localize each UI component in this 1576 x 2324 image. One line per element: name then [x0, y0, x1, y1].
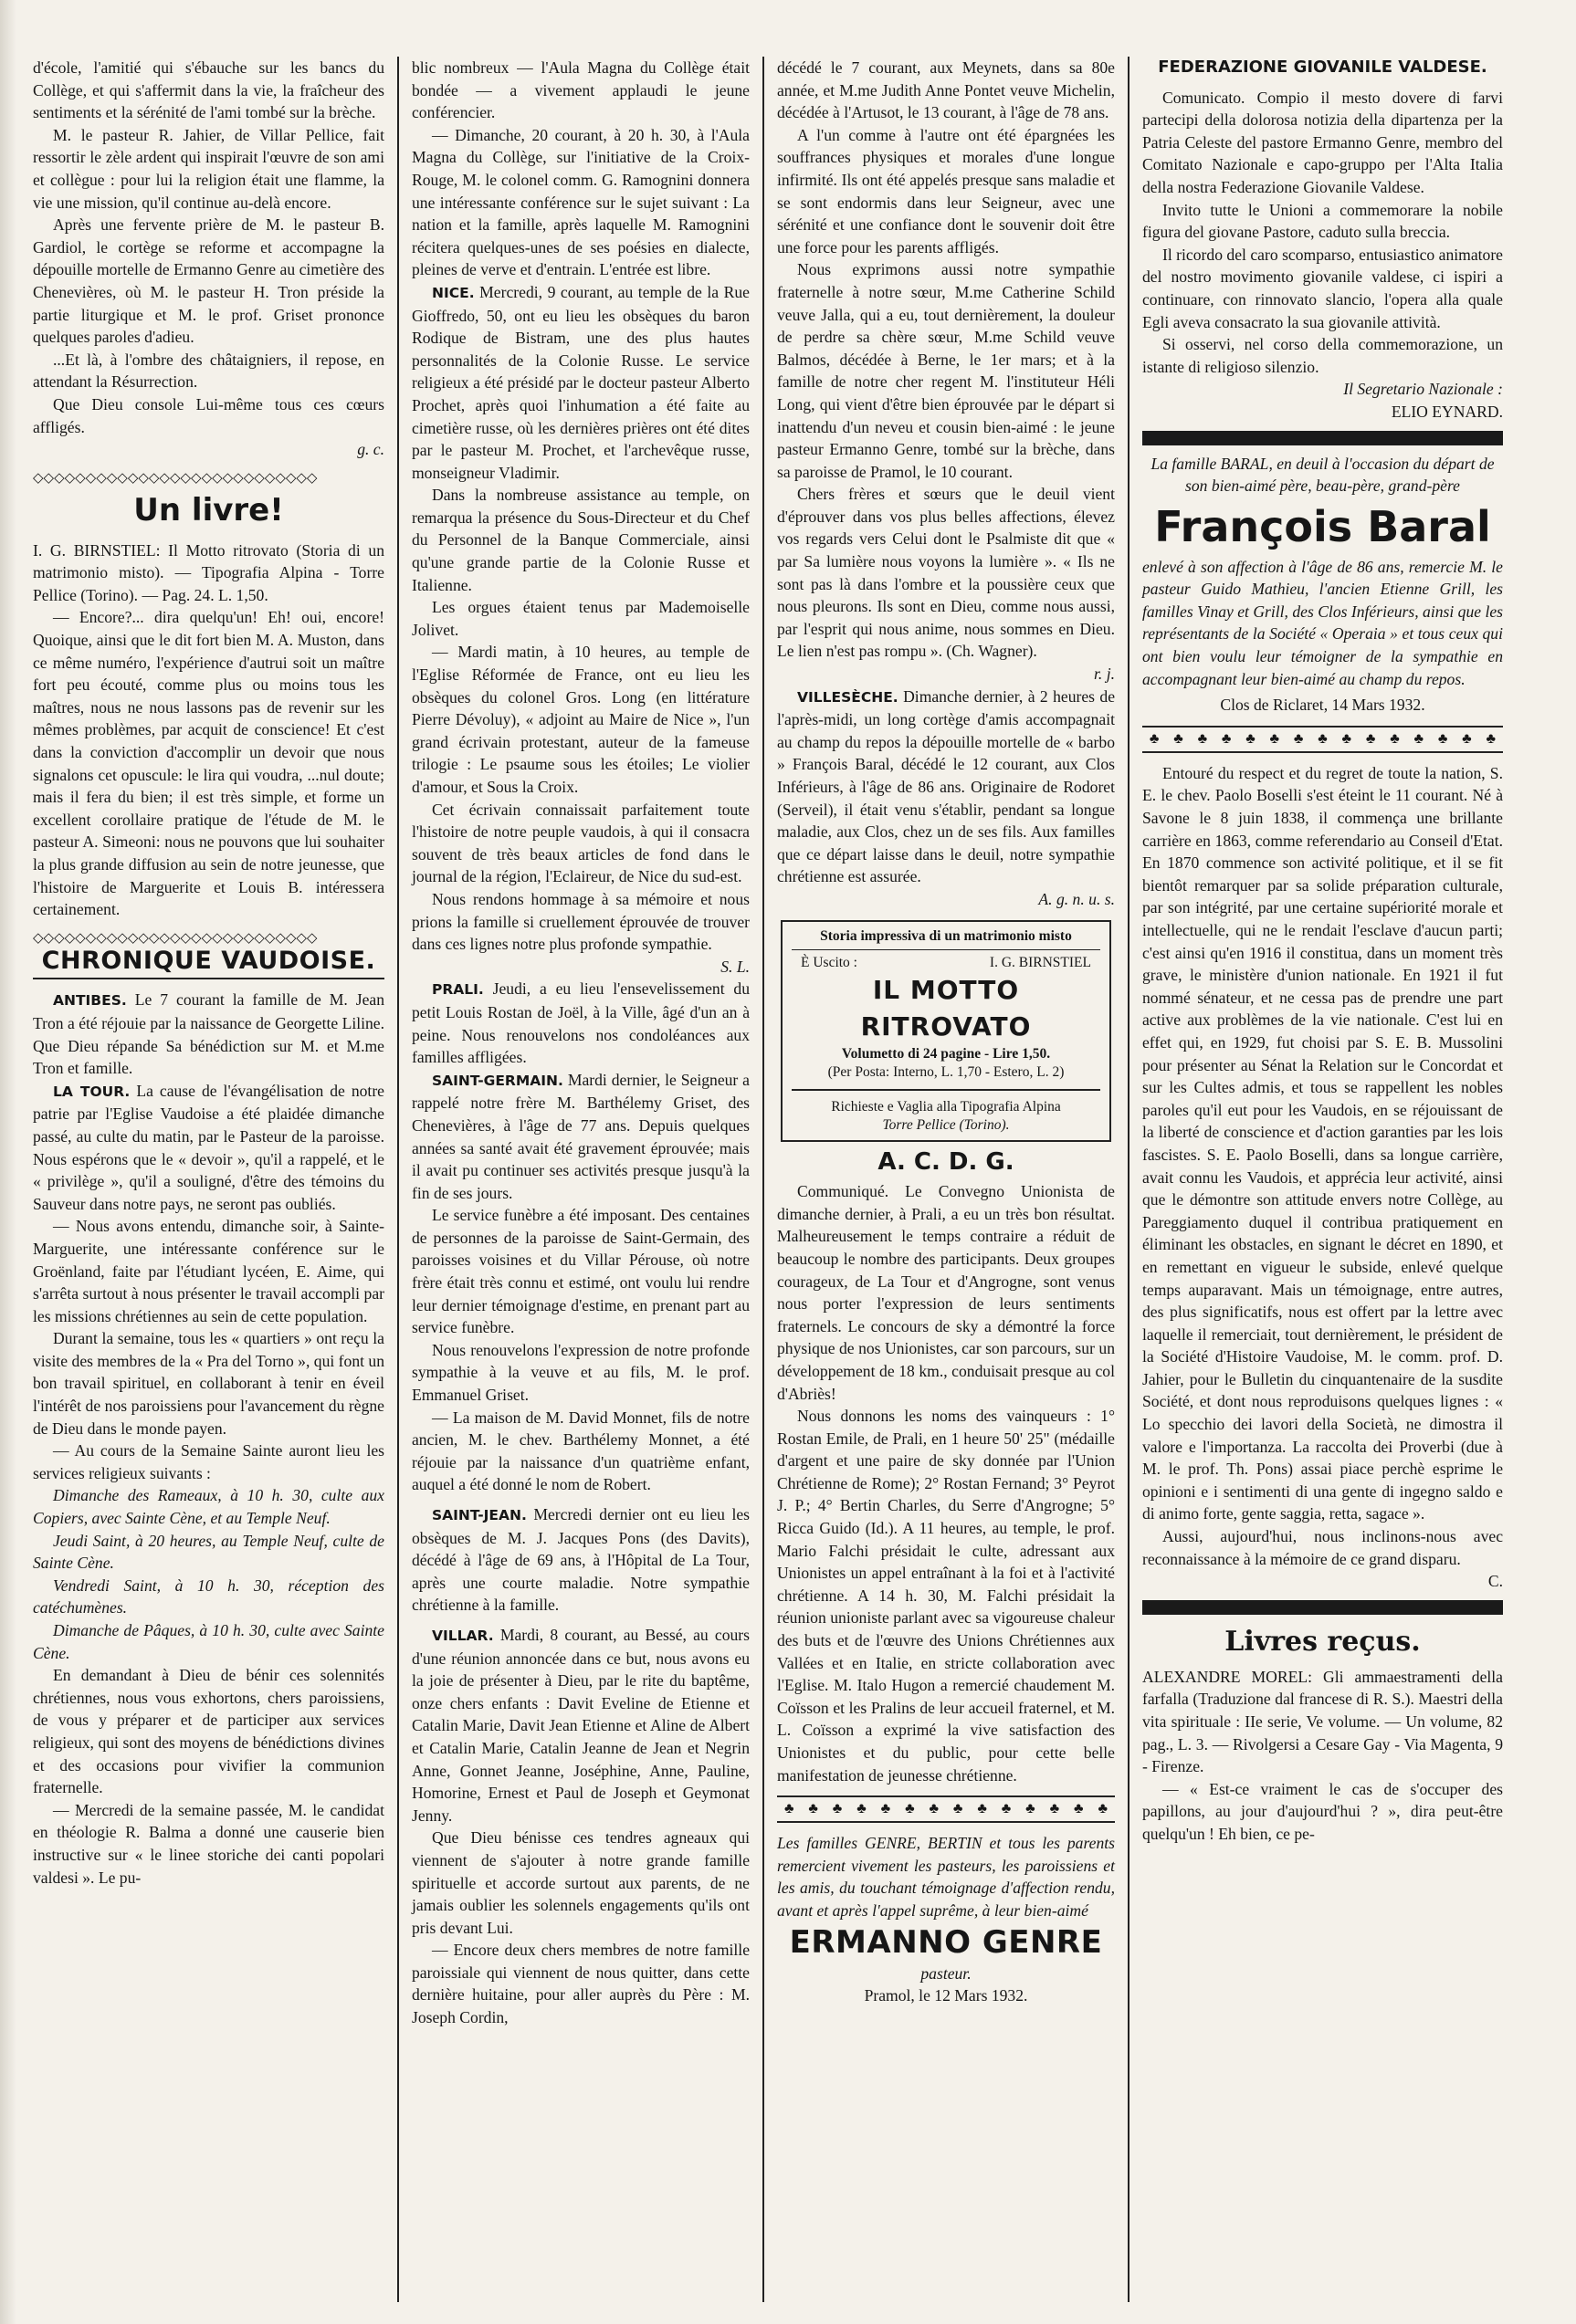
ad-row [792, 954, 1100, 972]
notice-name: ERMANNO GENRE [789, 1923, 1103, 1961]
place-name: SAINT-GERMAIN. [432, 1072, 563, 1089]
news-item-nice: NICE. Mercredi, 9 courant, au temple de la Rue Gioffredo, 50, ont eu lieu les obsèques du baron Rodique de Bistram, une des plus hautes personnalités de la Colonie Russe. Le service religieux a été présidé par le docteur pasteur Alberto Prochet, après quoi l'inhumation a été faite au cimetière russe, où les dernières prières ont été dites par le pasteur M. Prochet, et l'archevêque russe, monseigneur Vladimir. [412, 282, 750, 482]
ad-line: Richieste e Vaglia alla Tipografia Alpina [831, 1098, 1061, 1115]
ad-line: Volumetto di 24 pagine - Lire 1,50. [841, 1045, 1051, 1062]
place-name: ANTIBES. [53, 992, 127, 1010]
paragraph: Après une fervente prière de M. le pasteur B. Gardiol, le cortège se reforme et accompagne la dépouille mortelle de Ermanno Genre au cimetière des Chenevières, où M. le pasteur H. Tron préside la partie liturgique et M. le prof. Griset prononce quelques paroles d'adieu. [33, 215, 384, 347]
paragraph: — La maison de M. David Monnet, fils de notre ancien, M. le chev. Barthélemy Monnet, a été réjouie par la naissance d'un quatrième enfant, auquel a été donné le nom de Robert. [412, 1408, 750, 1494]
place-name: VILLESÈCHE. [797, 688, 898, 706]
paragraph: — Au cours de la Semaine Sainte auront lieu les services religieux suivants : [33, 1441, 384, 1482]
news-item-antibes: ANTIBES. Le 7 courant la famille de M. Jean Tron a été réjouie par la naissance de Georgette Liline. Que Dieu répande Sa bénédiction sur M. et M.me Tron et famille. [33, 990, 384, 1078]
paragraph: Aussi, aujourd'hui, nous inclinons-nous avec reconnaissance à la mémoire de ce grand disparu. [1142, 1527, 1503, 1568]
paragraph: Dimanche des Rameaux, à 10 h. 30, culte aux Copiers, avec Sainte Cène, et au Temple Neuf. [33, 1486, 384, 1528]
signature: A. g. n. u. s. [1038, 889, 1115, 908]
ornament-divider: ♣ ♣ ♣ ♣ ♣ ♣ ♣ ♣ ♣ ♣ ♣ ♣ ♣ ♣ [777, 1795, 1115, 1823]
place-name: VILLAR. [432, 1627, 494, 1644]
paragraph: Jeudi Saint, à 20 heures, au Temple Neuf, culte de Sainte Cène. [33, 1531, 384, 1573]
ad-author: I. G. BIRNSTIEL [989, 954, 1091, 970]
ad-divider [792, 1089, 1100, 1091]
paragraph: Nous donnons les noms des vainqueurs : 1° Rostan Emile, de Prali, en 1 heure 50' 25" (médaille d'argent et une paire de sky donnée par l'Union Chrétienne de Rome); 2° Rostan Fernand; 3° Peyrot J. P.; 4° Bertin Charles, du Serre d'Angrogne; 5° Ricca Guido (Id.). A 11 heures, au temple, le prof. Mario Falchi présidait le culte, adressant aux Unionistes un appel entraînant à la foi et à l'activité chrétienne. A 14 h. 30, M. Falchi présidait la réunion unioniste parlant avec sa vigoureuse chaleur des buts et de l'œuvre des Unions Chrétiennes aux Vallées et en Italie, en stricte collaboration avec l'Eglise. M. Italo Hugon a remercié chaudement M. Coïsson et les Pralins de leur accueil fraternel, et M. L. Coïsson a exprimé la vive satisfaction des Unionistes et du public, pour cette belle manifestation de jeunesse chrétienne. [777, 1407, 1115, 1785]
ornament-divider: ◇◇◇◇◇◇◇◇◇◇◇◇◇◇◇◇◇◇◇◇◇◇◇◇◇◇◇ [33, 469, 318, 485]
death-notice-baral [1142, 453, 1503, 717]
paragraph: Communiqué. Le Convegno Unionista de dimanche dernier, à Prali, a eu un très bon résultat. Malheureusement le temps contraire a réduit de beaucoup le nombre des participants. Deux groupes courageux, de La Tour et d'Angrogne, sont venus nous porter l'expression de leurs sentiments fraternels. Le concours de sky a démontré la force physique de nos Unionistes, car son parcours, sur un développement de 18 km., conduisait presque au col d'Abriès! [777, 1182, 1115, 1403]
paragraph: Durant la semaine, tous les « quartiers » ont reçu la visite des membres de la « Pra del Torno », qui font un bon travail spirituel, en collaborant à tenir en éveil l'intérêt de nos paroissiens pour l'avancement du règne de Dieu dans le monde payen. [33, 1329, 384, 1438]
signature: S. L. [720, 957, 750, 976]
book-advertisement [781, 920, 1111, 1142]
paragraph: décédé le 7 courant, aux Meynets, dans sa 80e année, et M.me Judith Anne Pontet veuve Michelin, décédée à l'Artusot, le 13 courant, à l'âge de 78 ans. [777, 58, 1115, 122]
paragraph: Entouré du respect et du regret de toute la nation, S. E. le chev. Paolo Boselli s'est éteint le 11 courant. Né à Savone le 8 juin 1838, il commença une brillante carrière en 1863, comme referendario au Conseil d'Etat. En 1870 commence son activité politique, et il se fit bientôt remarquer par sa solide préparation culturale, par son intégrité, par une certaine supériorité morale et intellectuelle, qui ne le rendait l'esclave d'aucun parti; c'est ainsi qu'en 1916 il constitua, dans un moment très grave, le ministère d'union nationale. En 1921 il fut nommé sénateur, et ne cessa pas de prendre une part active aux problèmes de la vie nationale. C'est lui en effet qui, en 1929, fut choisi par S. E. B. Mussolini pour présenter au Sénat la Relation sur le Concordat et sur les Cultes admis, et tous se rappellent les nobles paroles qu'il eut pour les Vaudois, en se réjouissant de la liberté de conscience et d'action garanties par les lois fascistes. S. E. Paolo Boselli, dans sa longue carrière, avait connu les Vaudois, et apprécia leur activité, ainsi que le démontre son attitude envers notre Collège, au Pareggiamento duquel il contribua pratiquement en éliminant les obstacles, en signant le décret en 1890, et en remettant en vigueur le subside, enlevé quelque temps auparavant. Mais un témoignage, entre autres, des plus significatifs, nous est offert par la lettre avec laquelle il remerciait, tout dernièrement, le président de la Société d'Histoire Vaudoise, M. le comm. prof. D. Jahier, pour le Bulletin du cinquantenaire de la susdite Société, et dont nous reproduisons quelques lignes : « Lo specchio dei lavori della Società, ne dimostra il valore e l'importanza. La raccolta dei Proverbi (due à M. le prof. Th. Pons) assai piace perchè esprime le opinioni e i sentimenti di una gente di ingegno saldo e di animo forte, gente saggia, retta, sagace ». [1142, 763, 1503, 1523]
column-1 [20, 57, 397, 2302]
paragraph: — Encore deux chers membres de notre famille paroissiale qui viennent de nous quitter, dans cette dernière huitaine, pour aller auprès du Père : M. Joseph Cordin, [412, 1941, 750, 2027]
paragraph: — Mercredi de la semaine passée, M. le candidat en théologie R. Balma a donné une causerie bien instructive sur « le linee storiche dei canti popolari valdesi ». Le pu- [33, 1800, 384, 1887]
notice-title: pasteur. [920, 1963, 972, 1983]
ad-line: (Per Posta: Interno, L. 1,70 - Estero, L. 2) [827, 1063, 1065, 1080]
paragraph: En demandant à Dieu de bénir ces solennités chrétiennes, nous vous exhortons, chers paroissiens, de vous y préparer et de participer aux services religieux, qui sont des moyens de bénédictions divines et des occasions pour vivifier la communion fraternelle. [33, 1666, 384, 1797]
paragraph: Le service funèbre a été imposant. Des centaines de personnes de la paroisse de Saint-Germain, des paroisses voisines et du Villar Pérouse, où notre frère était très connu et estimé, ont voulu lui rendre leur dernier témoignage d'estime, en prenant part au service funèbre. [412, 1206, 750, 1337]
ad-uscito: È Uscito : [801, 954, 857, 970]
signature-role: Il Segretario Nazionale : [1343, 380, 1503, 399]
ornament-divider: ♣ ♣ ♣ ♣ ♣ ♣ ♣ ♣ ♣ ♣ ♣ ♣ ♣ ♣ ♣ [1142, 726, 1503, 753]
ad-line: Torre Pellice (Torino). [882, 1116, 1010, 1133]
signature: g. c. [357, 440, 384, 459]
notice-text: enlevé à son affection à l'âge de 86 ans, remercie M. le pasteur Guido Mathieu, l'ancien Etienne Grill, les familles Vinay et Grill, des Clos Inférieurs, ainsi que les représentants de la Société « Operaia » et tous ceux qui ont bien voulu leur témoigner de la sympathie en accompagnant leur bien-aimé au champ du repos. [1142, 557, 1504, 688]
paragraph: — Encore?... dira quelqu'un! Eh! oui, encore! Quoique, ainsi que le dit fort bien M. A. Muston, dans ce même numéro, l'expérience d'autrui soit un maître fort peu écouté, comme plus ou moins tous les maîtres, nous ne nous lassons pas de revenir sur les mêmes problèmes, par acquit de conscience! Et c'est dans la conviction d'accomplir un devoir que nous signalons cet opuscule: le lira qui voudra, ...nul doute; mais il fera du bien; il est très simple, et forme un excellent corollaire pratique de l'étude de M. le pasteur A. Simeoni: nous ne pouvons que lui souhaiter la plus grande diffusion au sein de notre jeunesse, que l'histoire de Marguerite et Louis B. intéressera certainement. [33, 608, 384, 919]
column-2 [397, 57, 762, 2302]
paragraph: d'école, l'amitié qui s'ébauche sur les bancs du Collège, et qui s'affermit dans la vie, la fraîcheur des sentiments et la sérénité de l'ami tombé sur la brèche. [33, 58, 384, 122]
paragraph: Les orgues étaient tenus par Mademoiselle Jolivet. [412, 598, 750, 639]
signature: C. [1487, 1572, 1503, 1591]
news-item-villar: VILLAR. Mardi, 8 courant, au Bessé, au cours d'une réunion annoncée dans ce but, nous avons eu la joie de présenter à Dieu, par le rite du baptême, onze chers enfants : Davit Eveline de Etienne et Catalin Marie, Davit Jean Etienne et Aline de Albert et Catalin Marie, Catalin Jeanne de Jean et Negrin Anne, Gonnet Jeanne, Joséphine, Anne, Pauline, Homorine, Ernest et Paul de Joseph et Geymonat Jenny. [412, 1625, 750, 1825]
paragraph: Que Dieu console Lui-même tous ces cœurs affligés. [33, 394, 384, 436]
paragraph: Dimanche de Pâques, à 10 h. 30, culte avec Sainte Cène. [33, 1621, 384, 1662]
paragraph: Si osservi, nel corso della commemorazione, un istante di religioso silenzio. [1142, 335, 1503, 376]
paragraph: Nous renouvelons l'expression de notre profonde sympathie à la veuve et au fils, M. le prof. Emmanuel Griset. [412, 1340, 750, 1405]
paragraph: Chers frères et sœurs que le deuil vient d'éprouver dans vos plus belles affections, élevez vos regards vers Celui dont le Psalmiste dit que « par Sa lumière nous voyons la lumière ». « Ils ne sont pas là dans l'ombre et la poussière ceux que nous pleurons. Ils sont en Dieu, comme nous aussi, par l'esprit qui nous anime, nous sommes en Dieu. Le lien n'est pas rompu ». (Ch. Wagner). [777, 485, 1115, 661]
news-item-la-tour: LA TOUR. La cause de l'évangélisation de notre patrie par l'Eglise Vaudoise a été plaidée dimanche passé, au culte du matin, par le Pasteur de la paroisse. Nous espérons que le « devoir », qu'il a rappelé, et le « privilège », qu'il a souligné, d'être des témoins du Sauveur dans notre pays, ne seront pas oubliés. [33, 1081, 384, 1213]
heading-federazione: FEDERAZIONE GIOVANILE VALDESE. [1158, 58, 1487, 77]
heading-livres-recus: Livres reçus. [1224, 1625, 1421, 1658]
paragraph: Dans la nombreuse assistance au temple, on remarqua la présence du Sous-Directeur et du Chef du Personnel de la Banque Commerciale, ainsi qu'une grande partie de la Colonie Russe et Italienne. [412, 486, 750, 594]
place-name: PRALI. [432, 981, 484, 999]
notice-text: Les familles GENRE, BERTIN et tous les parents remercient vivement les pasteurs, les paroissiens et les amis, du touchant témoignage d'affection rendu, avant et après l'appel suprême, à leur bien-aimé [777, 1834, 1115, 1920]
rule-thick [1142, 1600, 1503, 1615]
paragraph: Nous rendons hommage à sa mémoire et nous prions la famille si cruellement éprouvée de trouver dans ces lignes notre plus profonde sympathie. [412, 889, 750, 954]
paragraph: — Nous avons entendu, dimanche soir, à Sainte-Marguerite, une intéressante conférence sur le Groënland, faite par l'étudiant lycéen, E. Aime, qui s'arrêta surtout à nous présenter le travail accompli par les missions chrétiennes au sein de cette population. [33, 1217, 384, 1325]
notice-date: Pramol, le 12 Mars 1932. [864, 1986, 1028, 2005]
paragraph: Nous exprimons aussi notre sympathie fraternelle à notre sœur, M.me Catherine Schild veuve Jalla, qui a eu, tout dernièrement, la douleur de perdre sa chère sœur, M.me Schild veuve Balmos, décédée à Berne, le 1er mars; et à la famille de notre cher regent M. l'instituteur Héli Long, qui vient d'être bien éprouvée par le départ si inattendu d'un neveu et cousin bien-aimé : le jeune pasteur Ermanno Genre, tombé sur la brèche, dans sa paroisse de Pramol, le 10 courant. [777, 260, 1115, 481]
paragraph: — Dimanche, 20 courant, à 20 h. 30, à l'Aula Magna du Collège, sur l'initiative de la Croix-Rouge, M. le colonel comm. G. Ramognini donnera une intéressante conférence sur le sujet suivant : La nation et la famille, après laquelle M. Ramognini récitera quelques-unes de ses poésies en dialecte, pleines de verve et d'entrain. L'entrée est libre. [412, 125, 750, 279]
heading-un-livre: Un livre! [133, 491, 284, 529]
paragraph: Invito tutte le Unioni a commemorare la nobile figura del giovane Pastore, caduto sulla breccia. [1142, 200, 1503, 242]
page-edge-shadow [0, 0, 16, 2324]
paragraph: I. G. BIRNSTIEL: Il Motto ritrovato (Storia di un matrimonio misto). — Tipografia Alpina - Torre Pellice (Torino). — Pag. 24. L. 1,50. [33, 540, 384, 604]
death-notice-genre [777, 1832, 1115, 2007]
ad-book-title: IL MOTTO RITROVATO [860, 974, 1032, 1042]
place-name: SAINT-JEAN. [432, 1507, 527, 1523]
paragraph: blic nombreux — l'Aula Magna du Collège était bondée — a vivement applaudi le jeune conférencier. [412, 58, 750, 122]
signature: ELIO EYNARD. [1391, 402, 1503, 421]
paragraph: ALEXANDRE MOREL: Gli ammaestramenti della farfalla (Traduzione dal francese di R. S.). Maestri della vita spirituale : IIe serie, Ve volume. — Un volume, 82 pag., L. 3. — Rivolgersi a Cesare Gay - Via Magenta, 9 - Firenze. [1142, 1667, 1503, 1776]
rule-thick [1142, 431, 1503, 445]
paragraph: Que Dieu bénisse ces tendres agneaux qui viennent de s'ajouter à notre grande famille spirituelle et accorde surtout aux parents, de ne jamais oublier les solennels engagements qu'ils ont pris devant Lui. [412, 1828, 750, 1937]
column-3 [762, 57, 1128, 2302]
news-item-saint-germain: SAINT-GERMAIN. Mardi dernier, le Seigneur a rappelé notre frère M. Barthélemy Griset, des Chenevières, à l'âge de 77 ans. Depuis quelques années sa santé avait été gravement éprouvée; mais il avait pu continuer ses activités presque jusqu'à la fin de ses jours. [412, 1070, 750, 1202]
paragraph: Cet écrivain connaissait parfaitement toute l'histoire de notre peuple vaudois, à qui il consacra souvent de très beaux articles de fond dans le journal de la région, l'Eclaireur, de Nice du sud-est. [412, 800, 750, 886]
paragraph: Vendredi Saint, à 10 h. 30, réception des catéchumènes. [33, 1576, 384, 1617]
column-4 [1128, 57, 1516, 2302]
ad-title: Storia impressiva di un matrimonio misto [792, 927, 1100, 950]
news-item-villeseche: VILLESÈCHE. Dimanche dernier, à 2 heures de l'après-midi, un long cortège d'amis accompagnait au champ du repos la dépouille mortelle de « barbo » François Baral, décédé le 12 courant, aux Clos Inférieurs, à l'âge de 86 ans. Originaire de Rodoret (Serveil), il était venu s'établir, pendant sa longue maladie, aux Clos, chez un de ses fils. Aux familles que ce départ laisse dans le deuil, notre sympathie chrétienne est assurée. [777, 686, 1115, 886]
place-name: LA TOUR. [53, 1083, 131, 1100]
place-name: NICE. [432, 284, 475, 301]
notice-date: Clos de Riclaret, 14 Mars 1932. [1220, 696, 1425, 715]
news-item-saint-jean: SAINT-JEAN. Mercredi dernier ont eu lieu les obsèques de M. J. Jacques Pons (des Davits), décédé à l'âge de 69 ans, à l'Hôpital de La Tour, après une courte maladie. Notre sympathie chrétienne à la famille. [412, 1505, 751, 1615]
paragraph: Comunicato. Compio il mesto dovere di farvi partecipi della dolorosa notizia della dipartenza per la Patria Celeste del pastore Ermanno Genre, membro del Comitato Nazionale e capo-gruppo per l'Alta Italia della nostra Federazione Giovanile Valdese. [1142, 88, 1503, 196]
paragraph: M. le pasteur R. Jahier, de Villar Pellice, fait ressortir le zèle ardent qui inspirait l'œuvre de son ami et collègue : pour lui la religion était une flamme, la vie une mission, qu'il continue au-delà encore. [33, 125, 384, 212]
paragraph: — « Est-ce vraiment le cas de s'occuper des papillons, au jour d'aujourd'hui ? », dira peut-être quelqu'un ! Eh bien, ce pe- [1142, 1779, 1503, 1843]
notice-intro: La famille BARAL, en deuil à l'occasion du départ de son bien-aimé père, beau-père, grand-père [1150, 454, 1495, 496]
paragraph: ...Et là, à l'ombre des châtaigniers, il repose, en attendant la Résurrection. [33, 350, 384, 392]
paragraph: A l'un comme à l'autre ont été épargnées les souffrances physiques et morales d'une longue infirmité. Ils ont été appelés presque sans maladie et se sont endormis dans leur Seigneur, avec une sérénité et une confiance dont le souvenir doit être une force pour les parents affligés. [777, 125, 1115, 256]
heading-chronique-vaudoise: CHRONIQUE VAUDOISE. [33, 950, 384, 980]
heading-acdg: A. C. D. G. [877, 1147, 1014, 1176]
paragraph: — Mardi matin, à 10 heures, au temple de l'Eglise Réformée de France, ont eu lieu les obsèques du colonel Gros. Long (en littérature Pierre Dévoluy), « adjoint au Maire de Nice », l'un grand écrivain protestant, auteur de la fameuse trilogie : Le psaume sous les étoiles; Le violier d'amour, et Sous la Croix. [412, 643, 750, 796]
ornament-divider: ◇◇◇◇◇◇◇◇◇◇◇◇◇◇◇◇◇◇◇◇◇◇◇◇◇◇◇ [33, 929, 318, 945]
news-item-prali: PRALI. Jeudi, a eu lieu l'ensevelissement du petit Louis Rostan de Joël, à la Ville, âgé d'un an à peine. Nous renouvelons nos condoléances aux familles affligées. [412, 979, 750, 1067]
signature: r. j. [1094, 665, 1115, 684]
notice-name: François Baral [1154, 501, 1491, 551]
paragraph: Il ricordo del caro scomparso, entusiastico animatore del nostro movimento giovanile valdese, ci ispiri a continuare, con rinnovato slancio, l'opera alla quale Egli aveva consacrato la sua giovanile attività. [1142, 245, 1503, 331]
